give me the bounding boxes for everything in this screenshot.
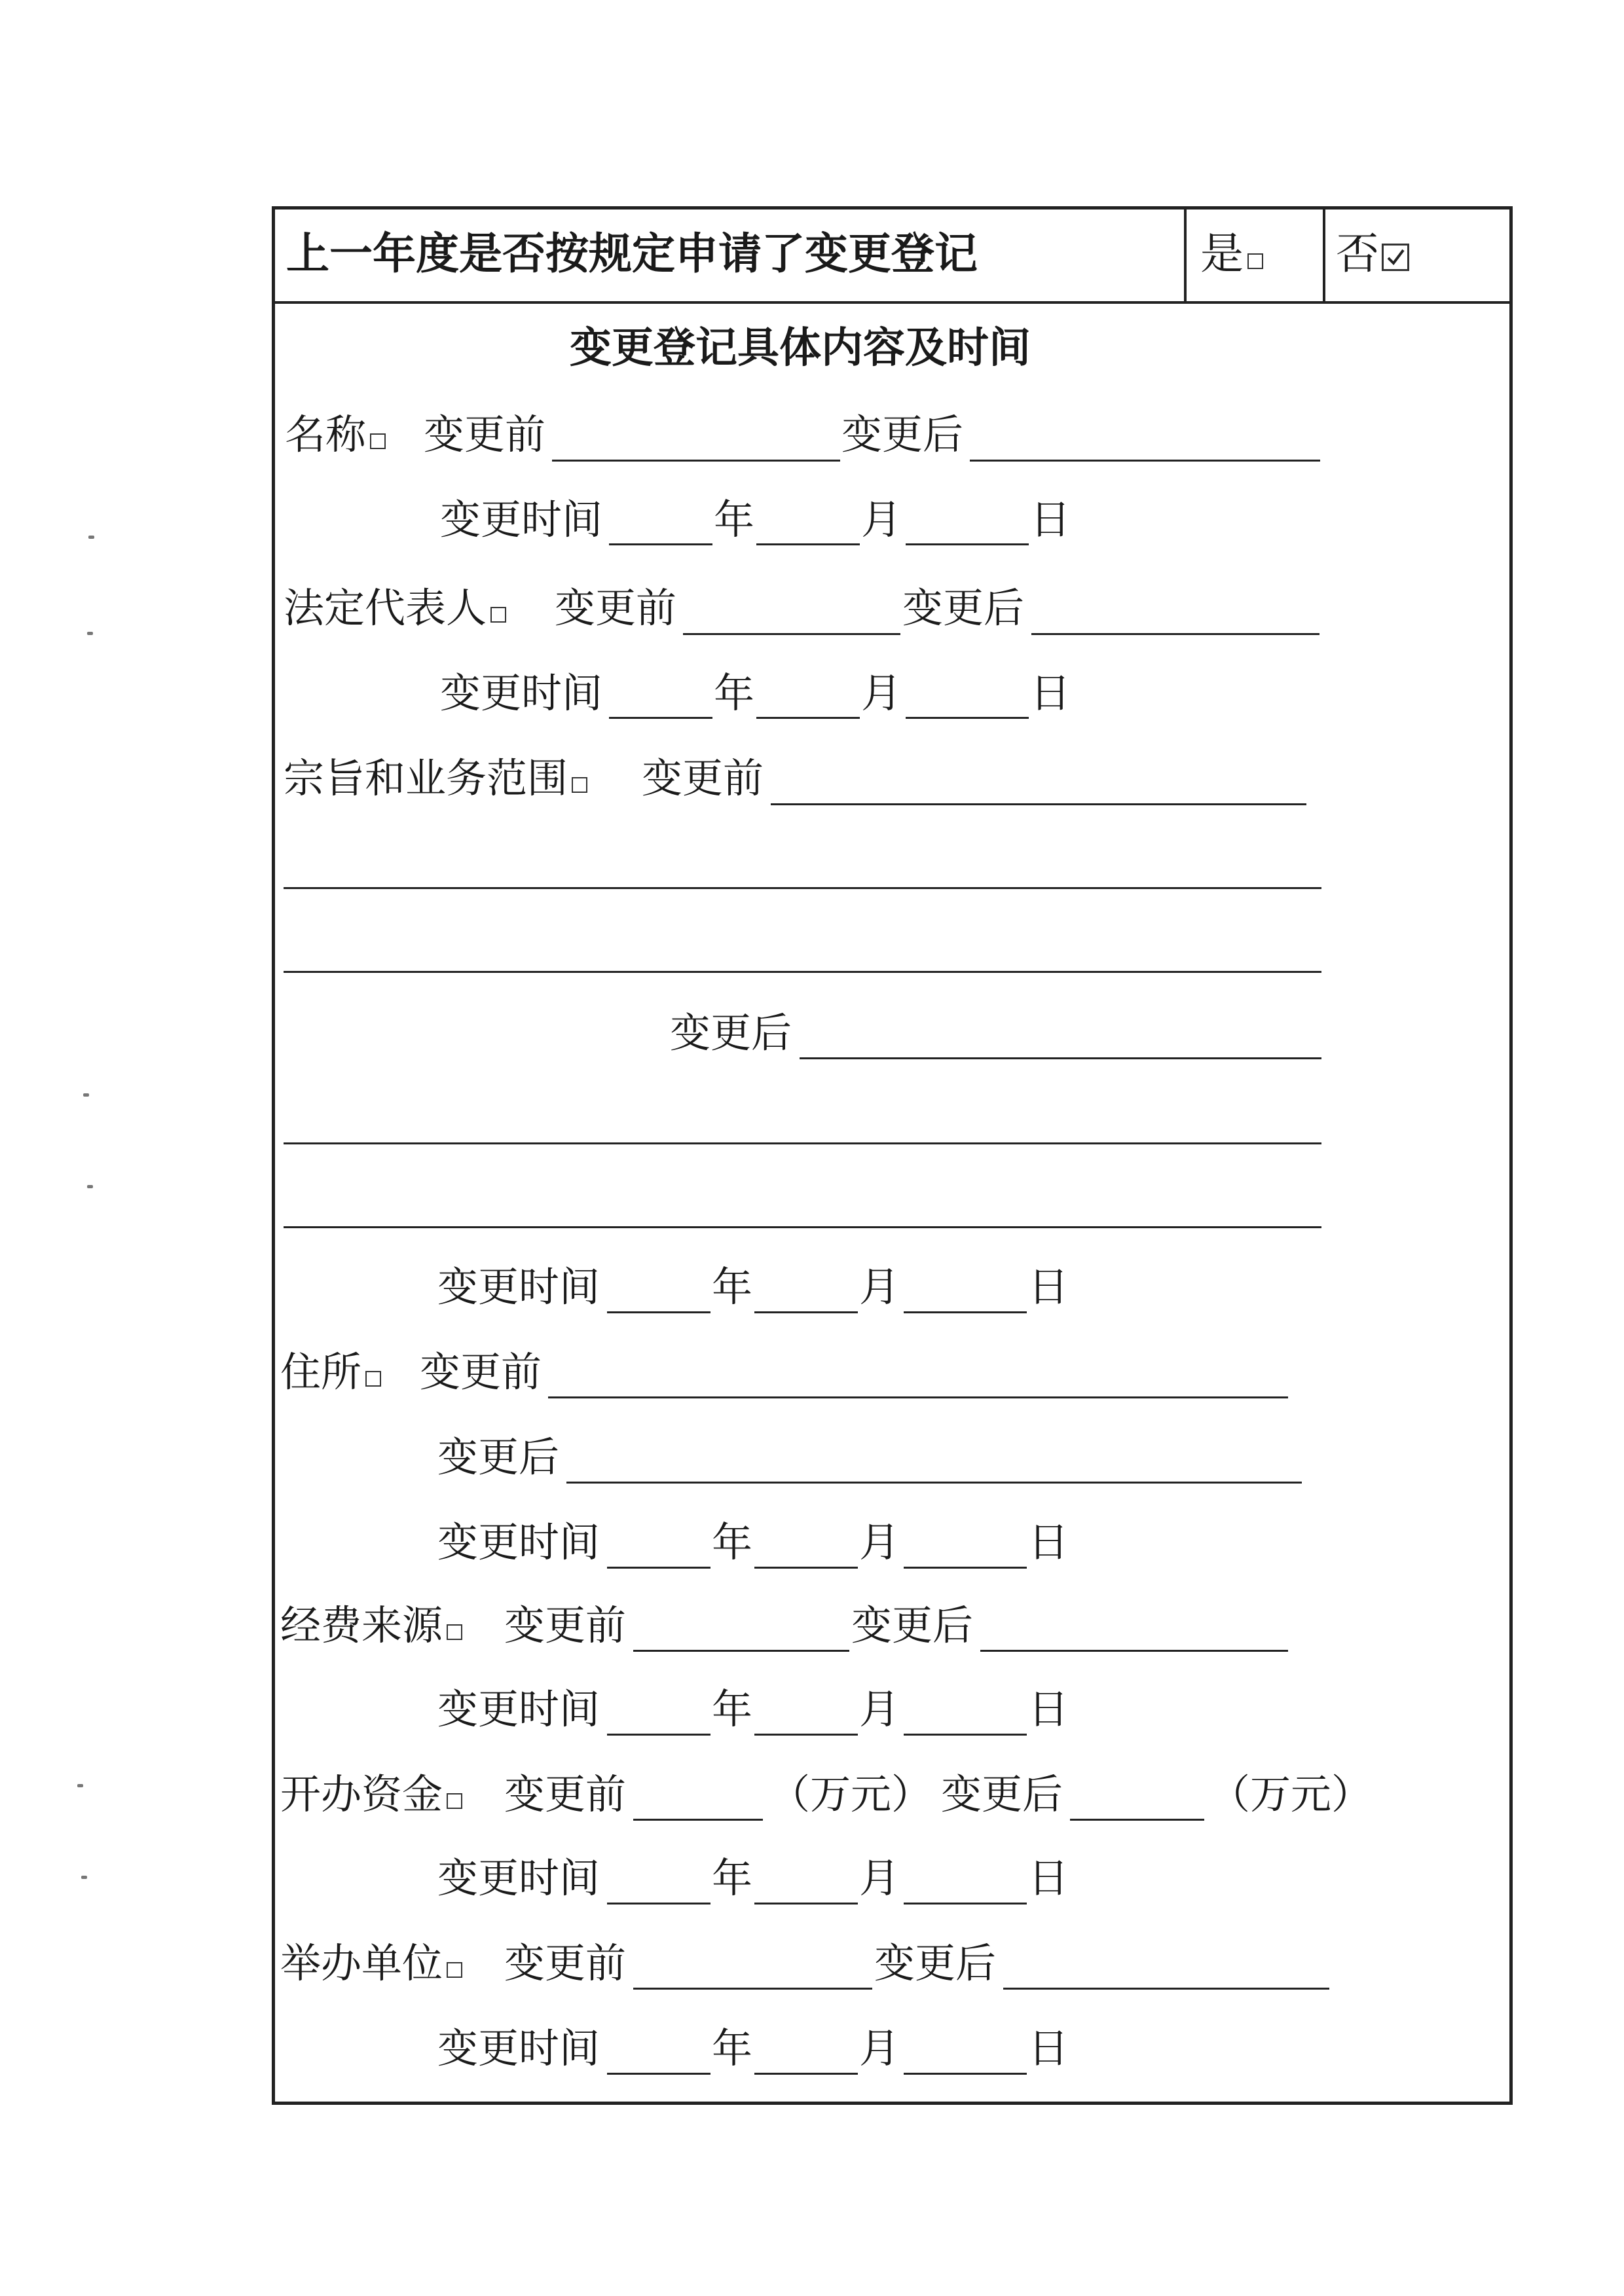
no-option[interactable] (1336, 228, 1409, 279)
capital-before-label: 变更前 (504, 1770, 627, 1818)
funding-before-field[interactable] (633, 1650, 849, 1652)
legal-rep-before-label: 变更前 (555, 584, 677, 632)
name-year-field[interactable] (609, 543, 712, 545)
scan-mark (83, 1093, 89, 1097)
year-label: 年 (714, 496, 755, 543)
address-time-label: 变更时间 (437, 1518, 600, 1566)
month-label: 月 (859, 1685, 900, 1733)
column-divider (1184, 206, 1187, 304)
sponsor-month-field[interactable] (754, 2073, 858, 2075)
no-checkbox-checked[interactable] (1382, 244, 1409, 271)
funding-time-label: 变更时间 (437, 1685, 600, 1733)
scan-mark (87, 1185, 93, 1188)
item-sponsor-text: 举办单位 (280, 1939, 443, 1987)
capital-year-field[interactable] (607, 1903, 710, 1904)
item-sponsor-label (280, 1939, 462, 1987)
day-label: 日 (1028, 1263, 1069, 1311)
capital-time-label: 变更时间 (437, 1854, 600, 1902)
yes-option[interactable] (1200, 228, 1263, 279)
name-after-label: 变更后 (841, 410, 964, 458)
year-label: 年 (714, 669, 755, 717)
section-title: 变更登记具体内容及时间 (570, 324, 1031, 373)
address-checkbox[interactable] (365, 1371, 381, 1387)
funding-source-checkbox[interactable] (447, 1624, 462, 1640)
address-day-field[interactable] (904, 1567, 1027, 1569)
funding-after-label: 变更后 (851, 1601, 974, 1649)
funding-month-field[interactable] (754, 1734, 858, 1736)
legal-rep-after-label: 变更后 (902, 584, 1025, 632)
name-checkbox[interactable] (370, 433, 386, 449)
item-name-label (285, 410, 386, 458)
column-divider (1323, 206, 1325, 304)
item-legal-rep-text: 法定代表人 (284, 584, 487, 632)
yes-checkbox[interactable] (1247, 253, 1263, 269)
table-border (1509, 206, 1513, 2105)
name-before-label: 变更前 (424, 410, 546, 458)
month-label: 月 (859, 1854, 900, 1902)
funding-day-field[interactable] (904, 1734, 1027, 1736)
scan-mark (81, 1876, 87, 1879)
item-capital-text: 开办资金 (280, 1770, 443, 1818)
funding-year-field[interactable] (607, 1734, 710, 1736)
month-label: 月 (861, 496, 902, 543)
legal-rep-month-field[interactable] (756, 717, 860, 719)
address-month-field[interactable] (754, 1567, 858, 1569)
change-registration-form (272, 206, 1513, 2105)
address-after-label: 变更后 (437, 1433, 560, 1481)
sponsor-year-field[interactable] (607, 2073, 710, 2075)
month-label: 月 (861, 669, 902, 717)
header-question: 上一年度是否按规定申请了变更登记 (286, 228, 978, 279)
scope-after-line-2[interactable] (284, 1142, 1321, 1144)
scope-before-line-3[interactable] (284, 971, 1321, 973)
item-name-text: 名称 (285, 410, 367, 458)
item-address-text: 住所 (280, 1348, 362, 1396)
year-label: 年 (712, 1263, 753, 1311)
scope-checkbox[interactable] (572, 777, 587, 793)
scope-month-field[interactable] (754, 1311, 858, 1313)
name-day-field[interactable] (906, 543, 1029, 545)
day-label: 日 (1028, 1518, 1069, 1566)
capital-after-unit: （万元） (1209, 1770, 1373, 1818)
sponsor-before-label: 变更前 (504, 1939, 627, 1987)
no-label: 否 (1336, 228, 1379, 279)
header-divider (272, 301, 1513, 304)
legal-rep-checkbox[interactable] (490, 607, 506, 623)
address-before-field[interactable] (548, 1396, 1288, 1398)
capital-before-field[interactable] (633, 1819, 763, 1821)
yes-label: 是 (1200, 228, 1244, 279)
item-scope-text: 宗旨和业务范围 (284, 754, 568, 802)
legal-rep-after-field[interactable] (1031, 633, 1320, 635)
name-after-field[interactable] (970, 460, 1320, 462)
legal-rep-before-field[interactable] (683, 633, 900, 635)
scan-mark (77, 1784, 83, 1787)
sponsor-before-field[interactable] (633, 1988, 872, 1990)
legal-rep-time-label: 变更时间 (440, 669, 603, 717)
sponsor-checkbox[interactable] (447, 1962, 462, 1978)
name-time-label: 变更时间 (440, 496, 603, 543)
year-label: 年 (712, 1518, 753, 1566)
scope-before-line-2[interactable] (284, 887, 1321, 889)
scope-after-field[interactable] (800, 1057, 1321, 1059)
capital-month-field[interactable] (754, 1903, 858, 1904)
legal-rep-day-field[interactable] (906, 717, 1029, 719)
table-border (272, 2102, 1513, 2105)
scan-mark (87, 632, 93, 635)
scope-year-field[interactable] (607, 1311, 710, 1313)
scope-day-field[interactable] (904, 1311, 1027, 1313)
scope-before-label: 变更前 (642, 754, 764, 802)
scope-after-line-3[interactable] (284, 1226, 1321, 1228)
sponsor-time-label: 变更时间 (437, 2024, 600, 2072)
address-after-field[interactable] (566, 1482, 1302, 1484)
item-scope-label (284, 754, 587, 802)
month-label: 月 (859, 1518, 900, 1566)
item-capital-label (280, 1770, 462, 1818)
capital-after-field[interactable] (1070, 1819, 1204, 1821)
item-legal-rep-label (284, 584, 506, 632)
year-label: 年 (712, 1685, 753, 1733)
name-month-field[interactable] (756, 543, 860, 545)
year-label: 年 (712, 2024, 753, 2072)
scope-before-field[interactable] (771, 803, 1306, 805)
month-label: 月 (859, 2024, 900, 2072)
address-year-field[interactable] (607, 1567, 710, 1569)
sponsor-day-field[interactable] (904, 2073, 1027, 2075)
capital-day-field[interactable] (904, 1903, 1027, 1904)
funding-after-field[interactable] (980, 1650, 1288, 1652)
address-before-label: 变更前 (420, 1348, 542, 1396)
capital-checkbox[interactable] (447, 1793, 462, 1809)
capital-after-label: 变更后 (941, 1770, 1063, 1818)
scope-after-label: 变更后 (670, 1009, 792, 1057)
scope-time-label: 变更时间 (437, 1263, 600, 1311)
table-border (272, 206, 275, 2105)
funding-before-label: 变更前 (504, 1601, 627, 1649)
day-label: 日 (1028, 2024, 1069, 2072)
item-funding-source-label (280, 1601, 462, 1649)
day-label: 日 (1028, 1854, 1069, 1902)
day-label: 日 (1030, 669, 1071, 717)
capital-before-unit: （万元） (769, 1770, 932, 1818)
sponsor-after-field[interactable] (1003, 1988, 1329, 1990)
table-border (272, 206, 1513, 210)
scan-mark (88, 536, 94, 539)
item-funding-source-text: 经费来源 (280, 1601, 443, 1649)
day-label: 日 (1028, 1685, 1069, 1733)
sponsor-after-label: 变更后 (874, 1939, 997, 1987)
legal-rep-year-field[interactable] (609, 717, 712, 719)
name-before-field[interactable] (552, 460, 840, 462)
item-address-label (280, 1348, 381, 1396)
month-label: 月 (859, 1263, 900, 1311)
year-label: 年 (712, 1854, 753, 1902)
day-label: 日 (1030, 496, 1071, 543)
